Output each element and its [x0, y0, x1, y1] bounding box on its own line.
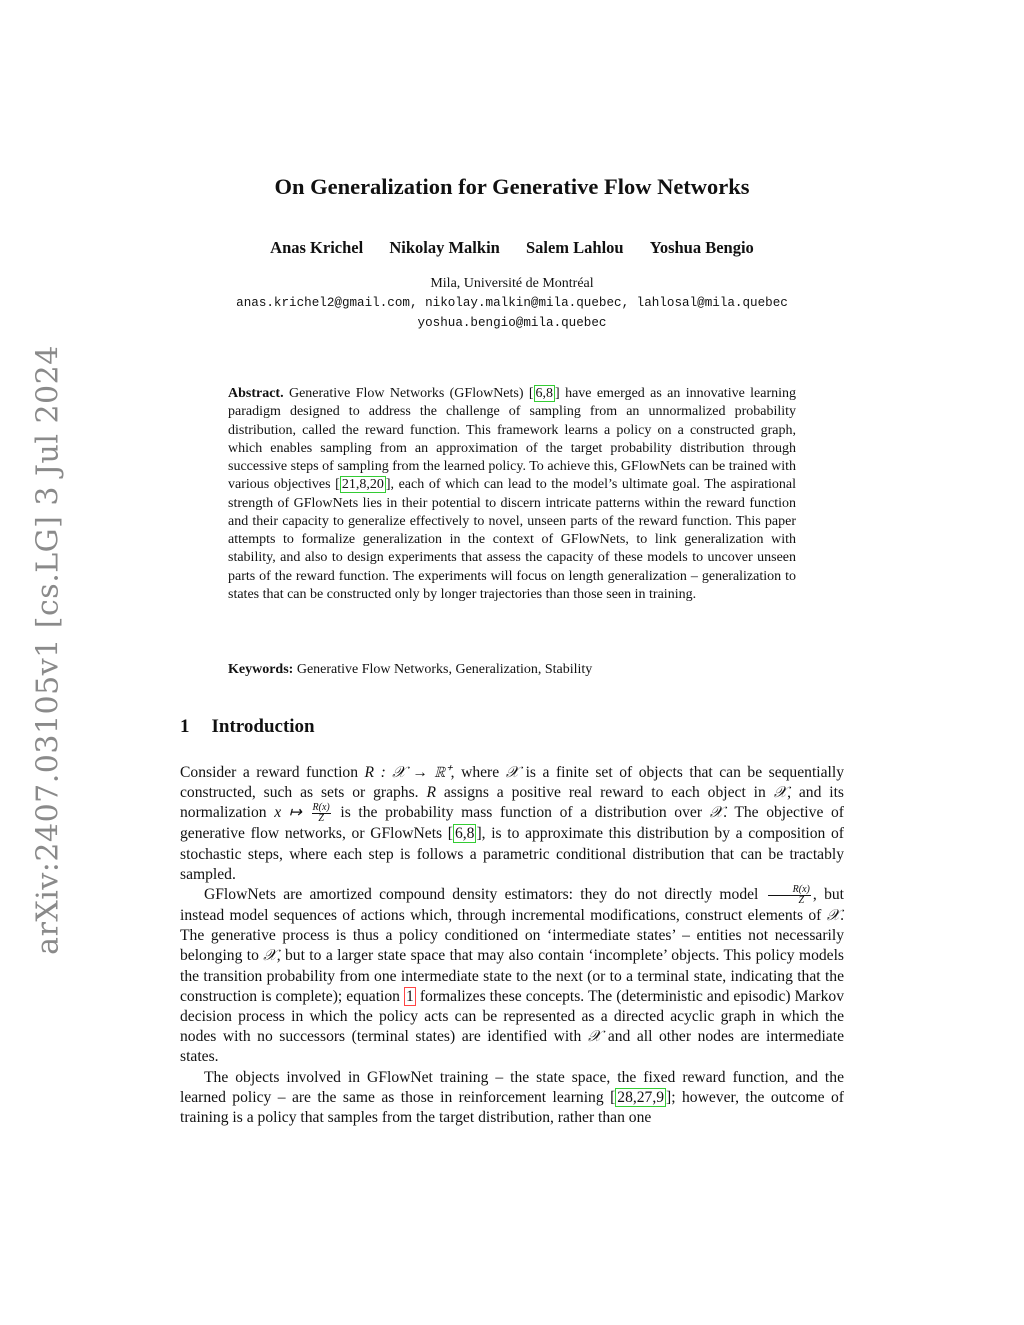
- author-name: Nikolay Malkin: [389, 238, 500, 257]
- paper-title: On Generalization for Generative Flow Networks: [274, 174, 750, 199]
- abstract-text: Generative Flow Networks (GFlowNets): [288, 386, 529, 401]
- section-number: 1: [180, 716, 190, 737]
- body-text: [180, 763, 844, 1128]
- author-list: [0, 238, 1024, 258]
- affiliation: Mila, Université de Montréal: [430, 276, 594, 291]
- author-name: Salem Lahlou: [525, 238, 624, 257]
- citation-link[interactable]: 28,27,9: [617, 1088, 665, 1106]
- paragraph: The objects involved in GFlowNet training – the state space, the fixed reward function, and the learned policy – are the same as those in reinforcement learning [ 28,27,9 ]; however, the outcome of training is a policy that samples from the target distribution, rather than one: [180, 1068, 844, 1127]
- author-name: Yoshua Bengio: [649, 238, 754, 257]
- citation-link[interactable]: 6,8: [454, 825, 475, 843]
- email-line: anas.krichel2@gmail.com, nikolay.malkin@mila.quebec, lahlosal@mila.quebec: [236, 296, 788, 310]
- section-heading: [180, 716, 315, 738]
- abstract-text: have emerged as an innovative learning paradigm designed to address the challenge of sampling from an unnormalized probability distribution, called the reward function. This framework learns a policy on a constructed graph, which enables sampling from an approximation of the target probability distribution through successive steps of sampling from the learned policy. To achieve this, GFlowNets can be trained with various objectives: [228, 386, 797, 493]
- keywords: [228, 662, 796, 678]
- section-title: Introduction: [211, 716, 315, 737]
- email-line: yoshua.bengio@mila.quebec: [417, 316, 607, 330]
- abstract-text: , each of which can lead to the model’s ultimate goal. The aspirational strength of GFlowNets lies in their potential to discern intricate patterns within the reward function and their capacity to generalize effectively to novel, unseen parts of the reward function. This paper attempts to formalize generalization in the context of GFlowNets, to link generalization with stability, and also to design experiments that assess the capacity of these models to uncover unseen parts of the reward function. The experiments will focus on length generalization – generalization to states that can be constructed only by longer trajectories than those seen in training.: [228, 477, 796, 602]
- equation-link[interactable]: 1: [406, 987, 414, 1005]
- abstract-label: Abstract.: [228, 386, 284, 401]
- keywords-label: Keywords:: [228, 662, 294, 677]
- citation-link[interactable]: 21,8,20: [341, 477, 384, 493]
- keywords-text: Generative Flow Networks, Generalization, Stability: [296, 662, 593, 677]
- fraction: $\frac{R(x)}{Z}$: [768, 885, 811, 906]
- abstract: Abstract. Generative Flow Networks (GFlowNets) [ 6,8 ] have emerged as an innovative learning paradigm designed to address the challenge of sampling from an unnormalized probability distribution, called the reward function. This framework learns a policy on a constructed graph, which enables sampling from an approximation of the target probability distribution through successive steps of sampling from the learned policy. To achieve this, GFlowNets can be trained with various objectives [ 21,8,20 ], each of which can lead to the model’s ultimate goal. The aspirational strength of GFlowNets lies in their potential to discern intricate patterns within the reward function and their capacity to generalize effectively to novel, unseen parts of the reward function. This paper attempts to formalize generalization in the context of GFlowNets, to link generalization with stability, and also to design experiments that assess the capacity of these models to uncover unseen parts of the reward function. The experiments will focus on length generalization – generalization to states that can be constructed only by longer trajectories than those seen in training.: [228, 386, 797, 602]
- arxiv-identifier: arXiv:2407.03105v1 [cs.LG] 3 Jul 2024: [30, 345, 66, 955]
- author-name: Anas Krichel: [270, 238, 364, 257]
- paragraph: Consider a reward function R : 𝒳 → ℝ⁺, where 𝒳 is a finite set of objects that can be sequentially constructed, such as sets or graphs. R assigns a positive real reward to each object in 𝒳, and its normalization x ↦ $\frac{R(x)}{Z}$ is the probability mass function of a distribution over 𝒳. The objective of generative flow networks, or GFlowNets [ 6,8 ], is to approximate this distribution by a composition of stochastic steps, where each step is follows a parametric conditional distribution that can be tractably sampled.: [180, 764, 844, 883]
- citation-link[interactable]: 6,8: [535, 386, 554, 401]
- paragraph: GFlowNets are amortized compound density estimators: they do not directly model $\frac{R(x)}{Z}$ , but instead model sequences of actions which, through incremental modifications, construct elements of 𝒳. The generative process is thus a policy conditioned on ‘intermediate states’ – entities not necessarily belonging to 𝒳, but to a larger state space that may also contain ‘incomplete’ objects. This policy models the transition probability from one intermediate state to the next (or to a terminal state, indicating that the construction is complete); equation 1 formalizes these concepts. The (deterministic and episodic) Markov decision process in which the policy acts can be represented as a directed acyclic graph in which the nodes with no successors (terminal states) are identified with 𝒳 and all other nodes are intermediate states.: [180, 884, 844, 1066]
- fraction: $\frac{R(x)}{Z}$: [312, 802, 330, 825]
